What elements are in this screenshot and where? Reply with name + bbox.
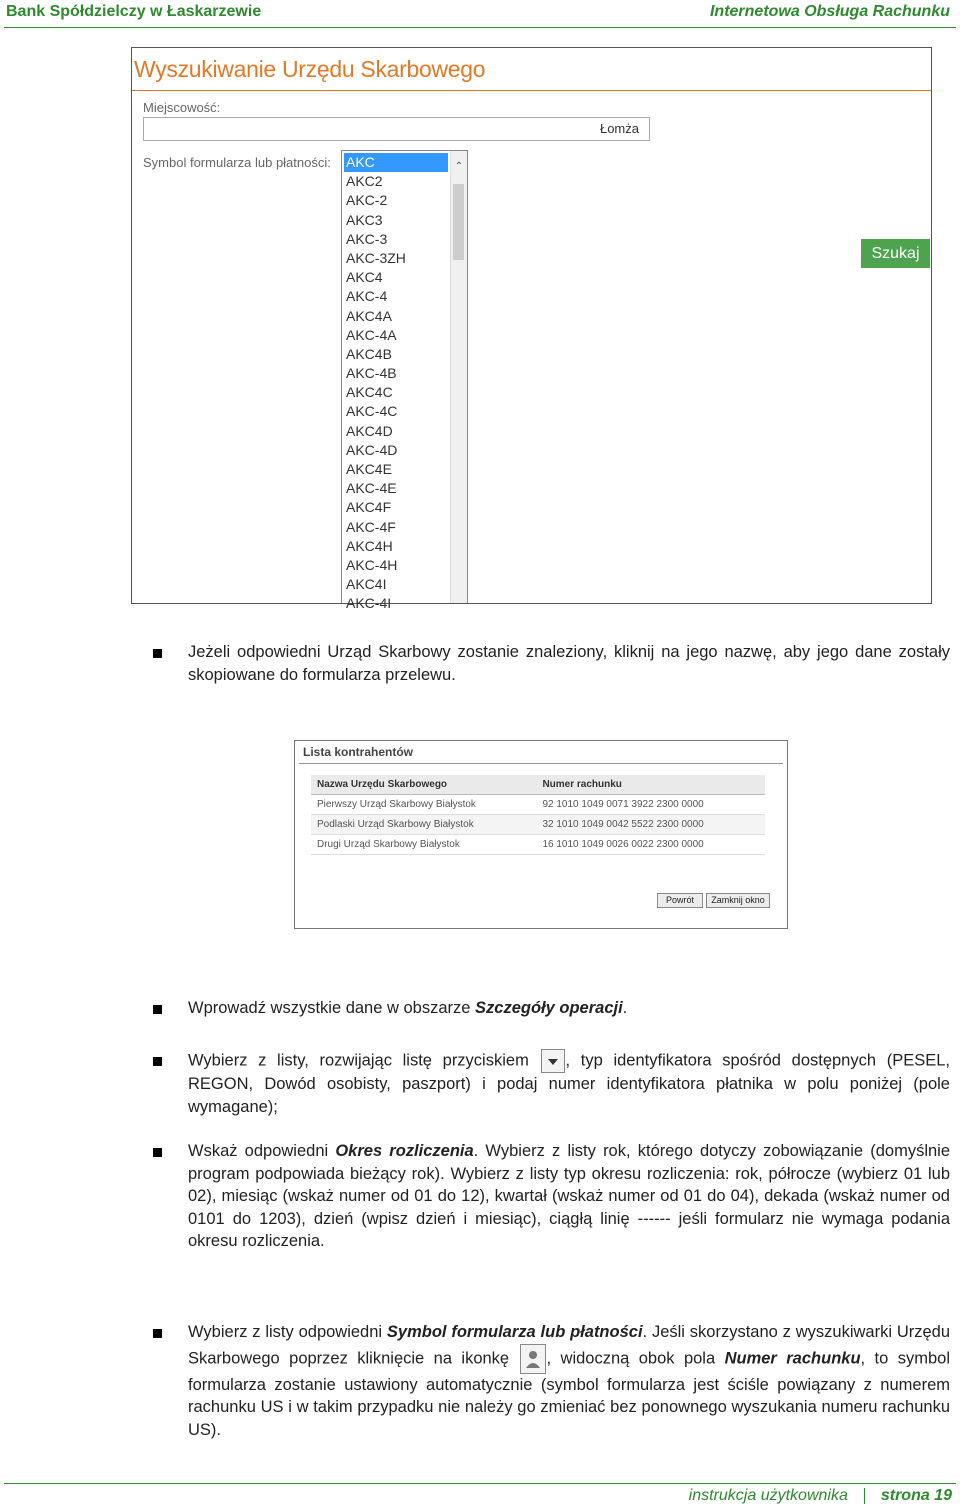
paragraph-copy-office: Jeżeli odpowiedni Urząd Skarbowy zostanie znaleziony, kliknij na jego nazwę, aby jego dane zostały skopiowane do formularza przelewu. (188, 643, 950, 684)
footer-divider (4, 1483, 956, 1484)
bullet-marker (153, 1329, 162, 1338)
symbol-option[interactable]: AKC-3ZH (346, 249, 406, 266)
symbol-option[interactable]: AKC-4B (346, 365, 397, 382)
person-icon (520, 1344, 546, 1374)
symbol-option[interactable]: AKC-4E (346, 480, 397, 497)
search-button[interactable]: Szukaj (861, 239, 930, 268)
search-panel-title: Wyszukiwanie Urzędu Skarbowego (134, 56, 486, 82)
account-number: 92 1010 1049 0071 3922 2300 0000 (536, 795, 765, 815)
paragraph-identifier (188, 1049, 950, 1118)
city-label: Miejscowość: (143, 100, 221, 115)
symbol-option[interactable]: AKC4E (346, 461, 392, 477)
text-part: . Wybierz z listy rok, którego dotyczy zobowiązanie (domyślnie program podpowiada bieżący rok). Wybierz z listy typ okresu rozliczenia: rok, półrocze (wybierz 01 lub 02), miesiąc (wskaż numer od 01 do 12), kwartał (wskaż numer od 01 do 04), dekada (wskaż numer od 0101 do 1203), dzień (wpisz dzień i miesiąc), ciągłą linię ------ jeśli formularz nie wymaga podania okresu rozliczenia. (188, 1142, 951, 1250)
account-number: 32 1010 1049 0042 5522 2300 0000 (536, 815, 765, 835)
symbol-option[interactable]: AKC-4H (346, 556, 398, 573)
contractors-table (311, 775, 765, 855)
symbol-option[interactable]: AKC-2 (346, 192, 388, 209)
symbol-option[interactable]: AKC4B (346, 345, 392, 362)
text-part: , to symbol formularza zostanie ustawiony automatycznie (symbol formularza jest ściśle powiązany z numerem rachunku US i w takim przypadku nie należy go zmieniać bez ponownego wyszukania numeru rachunku US). (188, 1348, 950, 1439)
footer-doc-name: instrukcja użytkownika (688, 1487, 848, 1504)
symbol-option[interactable]: AKC4I (346, 576, 387, 593)
contractors-list-panel (294, 740, 788, 929)
footer-page-number: 19 (934, 1487, 952, 1504)
symbol-option[interactable]: AKC-4 (346, 288, 388, 305)
table-row[interactable] (311, 815, 765, 835)
tax-office-search-panel (131, 47, 932, 612)
text-part: Wybierz z listy, rozwijając listę przyciskiem (188, 1051, 540, 1070)
account-number: 16 1010 1049 0026 0022 2300 0000 (536, 835, 765, 855)
contractors-title: Lista kontrahentów (303, 745, 414, 759)
text-part: Wskaż odpowiedni (188, 1142, 336, 1160)
office-name[interactable]: Pierwszy Urząd Skarbowy Białystok (311, 795, 536, 815)
footer-page-label: strona (880, 1487, 930, 1504)
scroll-thumb[interactable] (453, 184, 464, 260)
bullet-marker (153, 649, 162, 658)
text-part: Wprowadź wszystkie dane w obszarze (188, 999, 476, 1017)
text-part: . Jeśli skorzystano z wyszukiwarki Urzędu Skarbowego poprzez kliknięcie na ikonkę (188, 1323, 951, 1367)
symbol-option[interactable]: AKC4D (346, 422, 393, 439)
symbol-list (344, 153, 448, 614)
symbol-option[interactable]: AKC4F (346, 499, 392, 516)
bullet-marker (153, 1148, 162, 1157)
bullet-marker (153, 1057, 162, 1066)
column-header-account: Numer rachunku (536, 775, 765, 795)
bullet-marker (153, 1005, 162, 1014)
symbol-option[interactable]: AKC2 (346, 173, 383, 190)
emphasis: Symbol formularza lub płatności (386, 1323, 643, 1341)
city-input[interactable] (143, 117, 650, 141)
text-part: . (622, 999, 628, 1017)
header-app-name: Internetowa Obsługa Rachunku (709, 3, 950, 20)
paragraph-enter-details (188, 997, 950, 1020)
title-divider (132, 90, 931, 91)
emphasis: Szczegóły operacji (475, 999, 623, 1017)
table-row[interactable] (311, 835, 765, 855)
paragraph-period (188, 1140, 950, 1253)
emphasis: Numer rachunku (724, 1348, 861, 1367)
header-bank-name: Bank Spółdzielczy w Łaskarzewie (6, 3, 262, 20)
text-part: Wybierz z listy odpowiedni (188, 1323, 387, 1341)
symbol-option[interactable]: AKC (344, 153, 448, 172)
symbol-option[interactable]: AKC4H (346, 537, 393, 554)
back-button[interactable]: Powrót (657, 893, 703, 908)
listbox-scrollbar[interactable] (450, 151, 467, 603)
paragraph-symbol (188, 1321, 950, 1441)
symbol-option[interactable]: AKC-3 (346, 230, 388, 247)
symbol-option[interactable]: AKC4C (346, 384, 393, 401)
symbol-option[interactable]: AKC4 (346, 269, 383, 286)
footer-separator (864, 1488, 865, 1504)
text-part: , widoczną obok pola (546, 1348, 725, 1367)
office-name[interactable]: Drugi Urząd Skarbowy Białystok (311, 835, 536, 855)
office-name[interactable]: Podlaski Urząd Skarbowy Białystok (311, 815, 536, 835)
symbol-listbox[interactable] (341, 150, 468, 612)
footer (689, 1487, 952, 1505)
symbol-option[interactable]: AKC-4C (346, 403, 398, 420)
city-value: Łomża (599, 121, 639, 136)
emphasis: Okres rozliczenia (335, 1142, 474, 1160)
title-divider (299, 763, 783, 764)
chevron-up-icon[interactable]: ⌃ (454, 161, 464, 172)
symbol-option[interactable]: AKC-4D (346, 441, 398, 458)
text-part: , typ identyfikatora spośród dostępnych (PESEL, REGON, Dowód osobisty, paszport) i podaj numer identyfikatora płatnika w polu poniżej (pole wymagane); (188, 1051, 950, 1116)
symbol-option[interactable]: AKC-4F (346, 518, 396, 535)
dropdown-icon (541, 1049, 565, 1073)
symbol-option[interactable]: AKC4A (346, 307, 392, 324)
table-row[interactable] (311, 795, 765, 815)
symbol-option[interactable]: AKC-4I (346, 595, 392, 612)
symbol-option[interactable]: AKC3 (346, 211, 383, 228)
symbol-option[interactable]: AKC-4A (346, 326, 397, 343)
header-divider (4, 27, 956, 28)
close-window-button[interactable]: Zamknij okno (706, 893, 770, 908)
column-header-name: Nazwa Urzędu Skarbowego (311, 775, 536, 795)
symbol-label: Symbol formularza lub płatności: (143, 155, 331, 170)
